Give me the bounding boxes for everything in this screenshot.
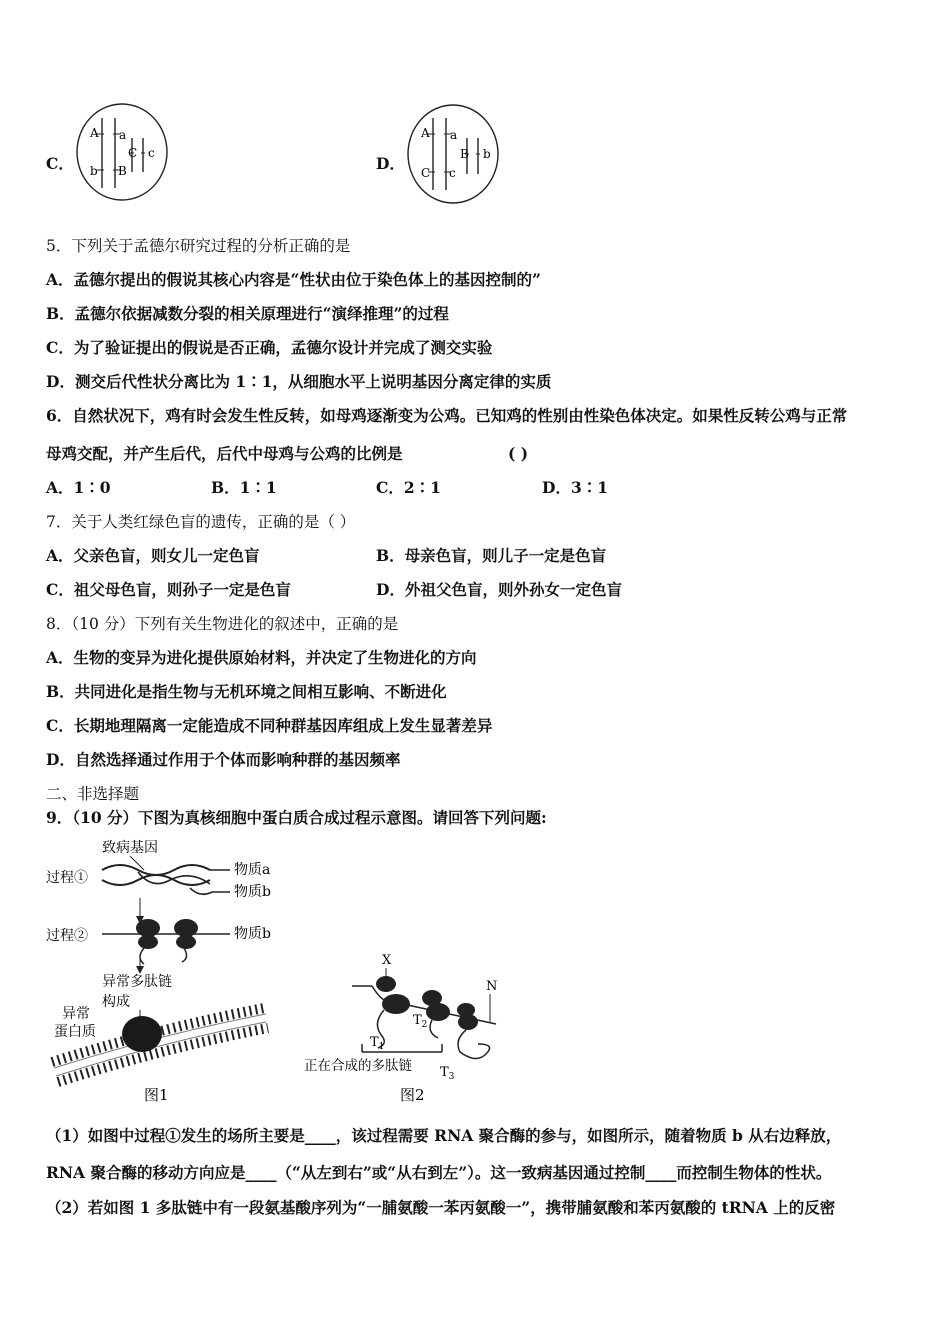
fig2-t3-label: $T_3$ — [440, 1065, 455, 1082]
fig2-t1-label: $T_1$ — [370, 1035, 385, 1052]
gene-label: B — [460, 147, 469, 161]
gene-label: A — [90, 126, 99, 140]
gene-label: a — [119, 128, 127, 142]
gene-label: B — [118, 164, 127, 178]
q5-option-b: B．孟德尔依据减数分裂的相关原理进行“演绎推理”的过程 — [46, 304, 449, 323]
fig2-x-label: X — [382, 953, 392, 968]
gene-label: c — [449, 166, 456, 180]
section-heading: 二、非选择题 — [46, 785, 140, 803]
fig1-constitute-label: 构成 — [102, 994, 130, 1010]
q9-sub2-line1: （2）若如图 1 多肽链中有一段氨基酸序列为“一脯氨酸一苯丙氨酸一”，携带脯氨酸和苯丙氨酸的 tRNA 上的反密 — [46, 1198, 836, 1217]
fig1-abnormal-peptide: 异常多肽链 — [102, 974, 172, 990]
figure-1 — [40, 832, 300, 1110]
fig1-abnormal-protein-2: 蛋白质 — [54, 1024, 96, 1040]
gene-label: a — [450, 128, 458, 142]
fig1-abnormal-protein-1: 异常 — [62, 1006, 90, 1022]
fig2-chain-label: 正在合成的多肽链 — [304, 1058, 412, 1074]
q5-option-a: A．孟德尔提出的假说其核心内容是“性状由位于染色体上的基因控制的” — [46, 270, 541, 289]
q6-option-d: D．3∶1 — [542, 478, 609, 497]
fig1-gene-label: 致病基因 — [102, 840, 158, 856]
q6-stem-line1: 6．自然状况下，鸡有时会发生性反转，如母鸡逐渐变为公鸡。已知鸡的性别由性染色体决定。如果性反转公鸡与正常 — [46, 406, 848, 425]
cell-diagram-c — [72, 100, 172, 204]
figure-2 — [300, 940, 510, 1110]
q8-stem: 8．（10 分）下列有关生物进化的叙述中，正确的是 — [46, 615, 399, 633]
option-d-label: D． — [376, 154, 405, 173]
q9-sub1-line1: （1）如图中过程①发生的场所主要是____，该过程需要 RNA 聚合酶的参与，如图所示，随着物质 b 从右边释放， — [46, 1126, 842, 1145]
gene-label: c — [148, 146, 155, 160]
q7-option-a: A．父亲色盲，则女儿一定色盲 — [46, 546, 260, 565]
fig2-caption: 图2 — [400, 1086, 425, 1104]
q7-stem: 7．关于人类红绿色盲的遗传，正确的是（ ） — [46, 513, 356, 531]
q8-option-b: B．共同进化是指生物与无机环境之间相互影响、不断进化 — [46, 682, 447, 701]
q9-stem: 9．（10 分）下图为真核细胞中蛋白质合成过程示意图。请回答下列问题: — [46, 808, 547, 827]
q5-stem: 5．下列关于孟德尔研究过程的分析正确的是 — [46, 237, 351, 255]
fig2-t2-label: $T_2$ — [413, 1013, 428, 1030]
q6-option-c: C．2∶1 — [376, 478, 441, 497]
q7-option-b: B．母亲色盲，则儿子一定是色盲 — [376, 546, 607, 565]
q9-sub1-line2: RNA 聚合酶的移动方向应是____（“从左到右”或“从右到左”）。这一致病基因通过控制____而控制生物体的性状。 — [46, 1163, 832, 1182]
gene-label: b — [90, 164, 98, 178]
q8-option-c: C．长期地理隔离一定能造成不同种群基因库组成上发生显著差异 — [46, 716, 493, 735]
q5-option-d: D．测交后代性状分离比为 1∶1，从细胞水平上说明基因分离定律的实质 — [46, 372, 552, 391]
cell-diagram-d — [403, 100, 505, 206]
gene-label: A — [421, 126, 430, 140]
q8-option-a: A．生物的变异为进化提供原始材料，并决定了生物进化的方向 — [46, 648, 477, 667]
fig1-substance-a: 物质a — [234, 862, 271, 878]
q6-stem-line2: 母鸡交配，并产生后代，后代中母鸡与公鸡的比例是 — [46, 444, 403, 463]
gene-label: C — [421, 166, 431, 180]
gene-label: b — [483, 147, 491, 161]
q5-option-c: C．为了验证提出的假说是否正确，孟德尔设计并完成了测交实验 — [46, 338, 493, 357]
fig1-substance-b2: 物质b — [234, 926, 271, 942]
q8-option-d: D．自然选择通过作用于个体而影响种群的基因频率 — [46, 750, 401, 769]
q6-option-a: A．1∶0 — [46, 478, 111, 497]
fig2-n-label: N — [486, 979, 498, 994]
fig1-process2-label: 过程② — [46, 928, 88, 944]
fig1-process1-label: 过程① — [46, 870, 88, 886]
fig1-substance-b1: 物质b — [234, 884, 271, 900]
q7-option-d: D．外祖父色盲，则外孙女一定色盲 — [376, 580, 622, 599]
gene-label: C — [128, 146, 138, 160]
option-c-label: C． — [46, 154, 74, 173]
q7-option-c: C．祖父母色盲，则孙子一定是色盲 — [46, 580, 291, 599]
fig1-caption: 图1 — [144, 1086, 169, 1104]
q6-option-b: B．1∶1 — [211, 478, 277, 497]
q6-answer-bracket: ( ) — [508, 444, 529, 463]
